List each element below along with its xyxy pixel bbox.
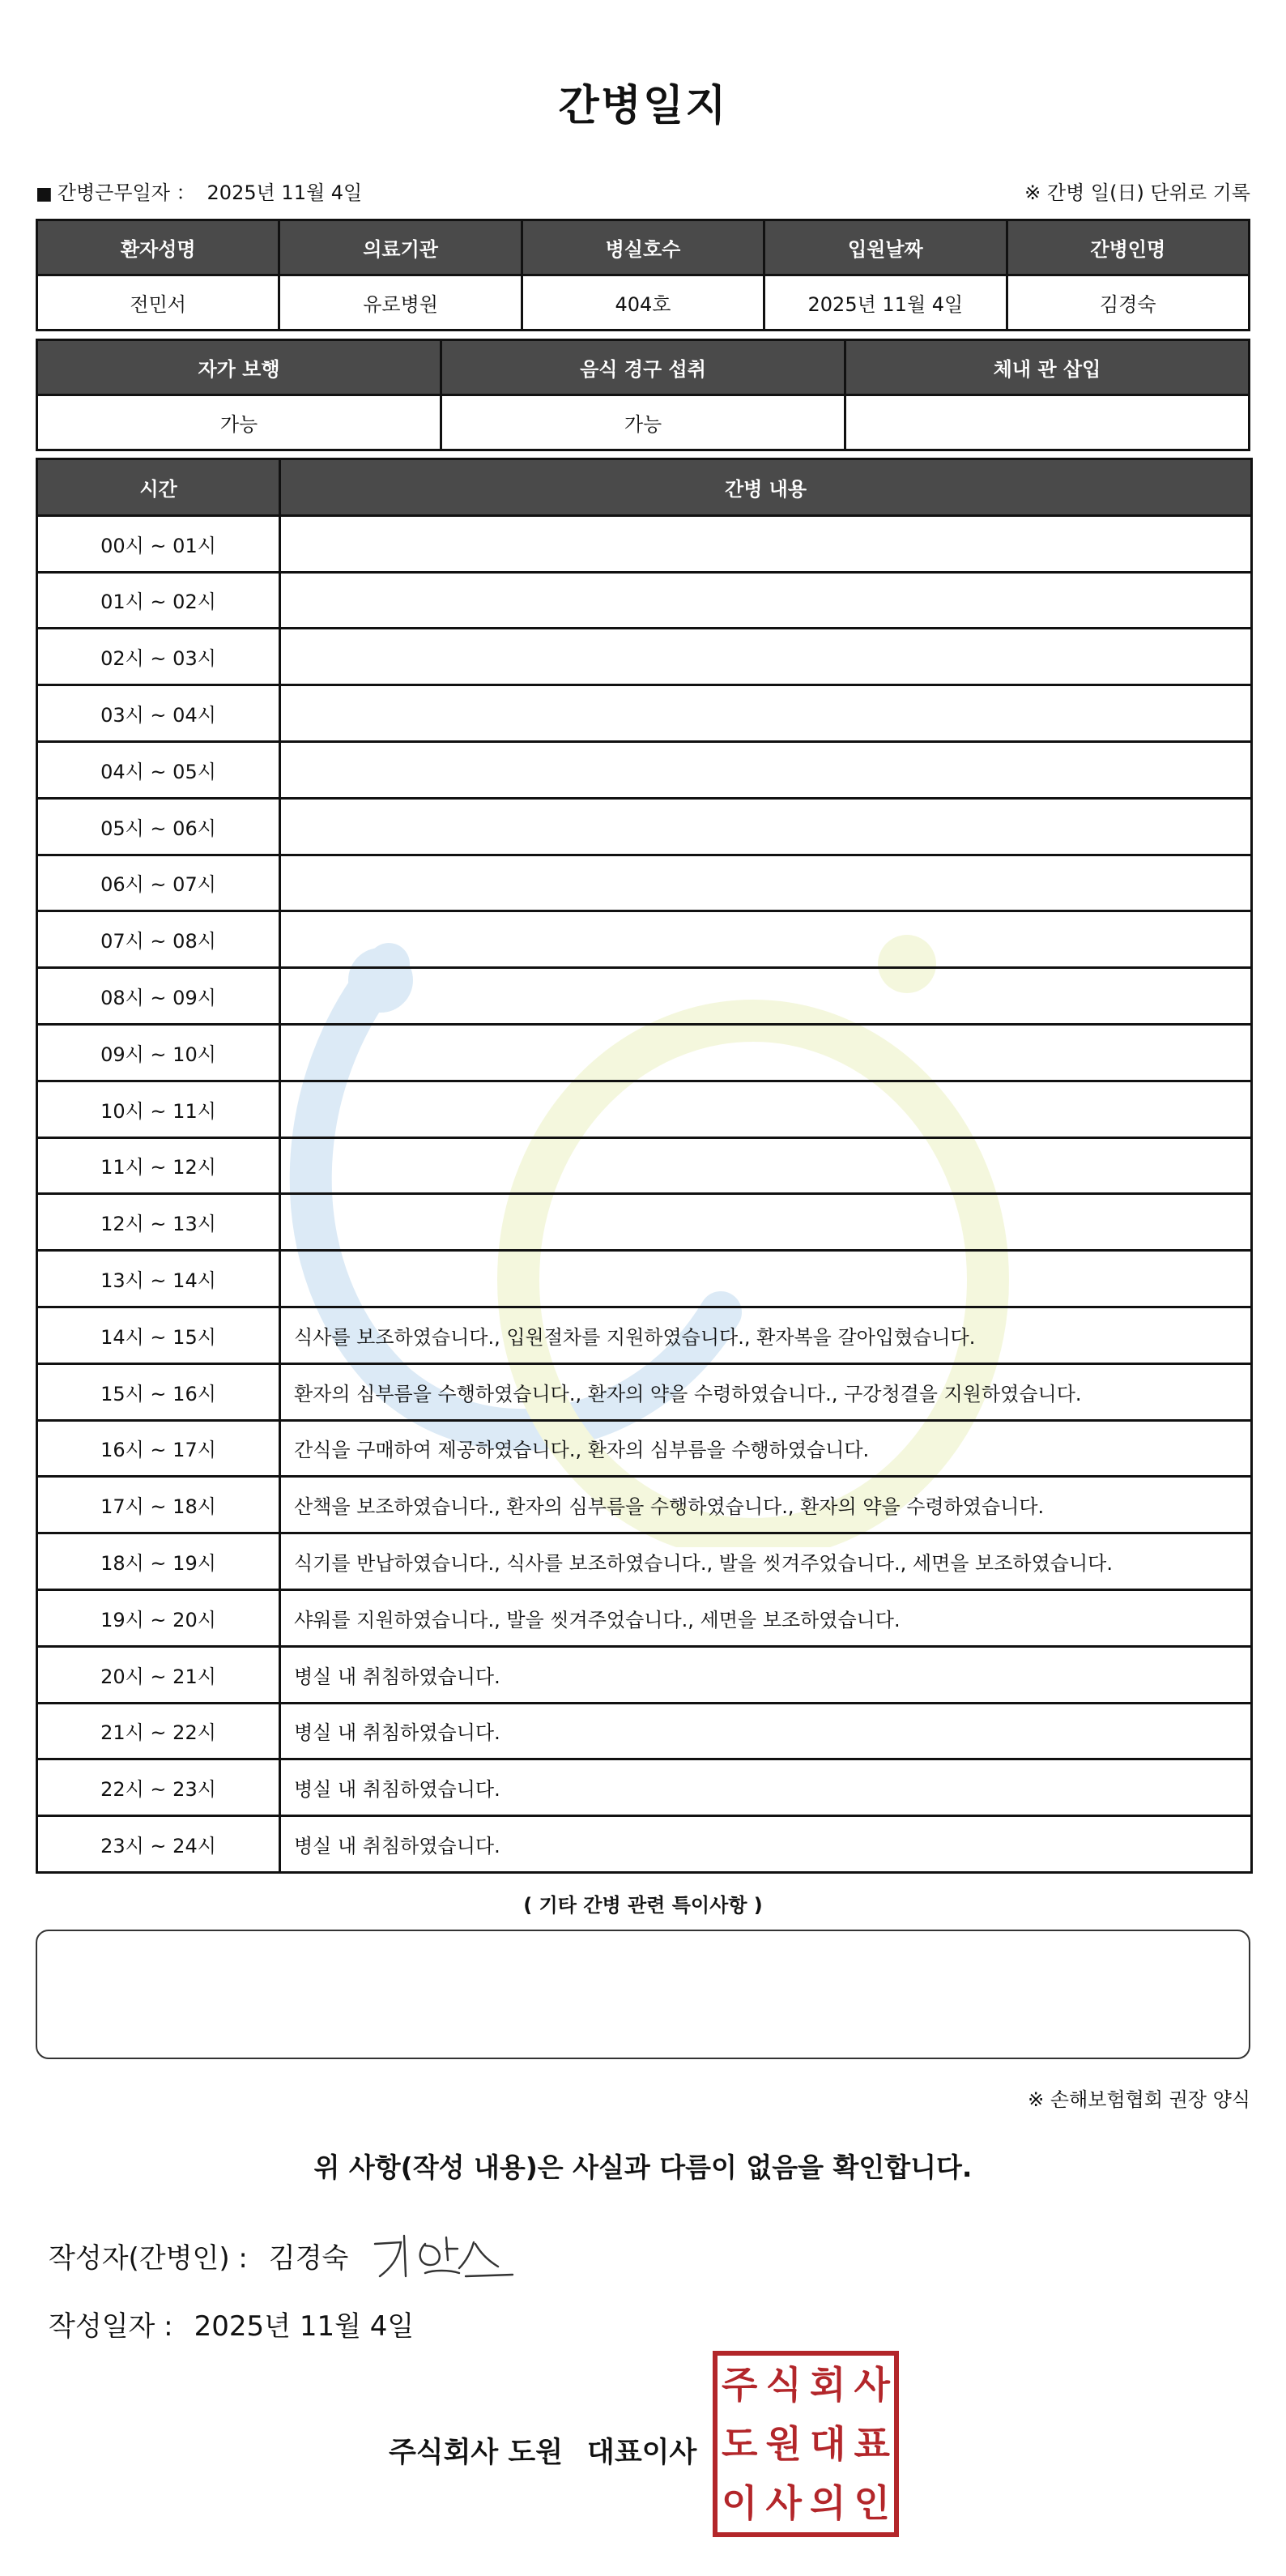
log-row: [37, 685, 1252, 742]
seal-char: 표: [854, 2421, 890, 2466]
log-row: [37, 1646, 1252, 1703]
special-notes-box: [36, 1930, 1250, 2059]
square-bullet-icon: ■: [36, 184, 53, 204]
special-notes-title: ( 기타 간병 관련 특이사항 ): [523, 1894, 763, 1917]
log-content: 간식을 구매하여 제공하였습니다., 환자의 심부름을 수행하였습니다.: [280, 1420, 1252, 1477]
log-row: [37, 798, 1252, 855]
log-time: 20시 ~ 21시: [37, 1646, 280, 1703]
header-tube-insertion: 체내 관 삽입: [845, 340, 1250, 395]
log-time: 00시 ~ 01시: [37, 515, 280, 572]
log-content: 식기를 반납하였습니다., 식사를 보조하였습니다., 발을 씻겨주었습니다., 세면을 보조하였습니다.: [280, 1533, 1252, 1590]
log-content: [280, 629, 1252, 685]
log-row: [37, 855, 1252, 911]
log-row: [37, 1363, 1252, 1420]
log-content: [280, 515, 1252, 572]
header-oral-intake: 음식 경구 섭취: [441, 340, 845, 395]
header-self-walking: 자가 보행: [37, 340, 441, 395]
log-row: [37, 1081, 1252, 1137]
log-time: 09시 ~ 10시: [37, 1024, 280, 1081]
log-time: 05시 ~ 06시: [37, 798, 280, 855]
log-time: 18시 ~ 19시: [37, 1533, 280, 1590]
handwritten-signature: [368, 2220, 530, 2284]
log-row: [37, 515, 1252, 572]
log-content: [280, 685, 1252, 742]
log-row: [37, 1533, 1252, 1590]
log-time: 08시 ~ 09시: [37, 968, 280, 1025]
written-date-line: [49, 2304, 414, 2344]
log-content: 환자의 심부름을 수행하였습니다., 환자의 약을 수령하였습니다., 구강청결을 지원하였습니다.: [280, 1363, 1252, 1420]
log-row: [37, 1477, 1252, 1533]
log-time: 19시 ~ 20시: [37, 1589, 280, 1646]
oral-intake-value: 가능: [441, 395, 845, 450]
company-title: 대표이사: [587, 2437, 697, 2469]
log-time: 21시 ~ 22시: [37, 1703, 280, 1759]
work-date-label: 간병근무일자 ：: [57, 181, 196, 204]
log-time: 16시 ~ 17시: [37, 1420, 280, 1477]
company-seal-stamp: [713, 2351, 899, 2537]
work-date-value: 2025년 11월 4일: [207, 181, 363, 204]
log-content: [280, 968, 1252, 1025]
admission-date: 2025년 11월 4일: [764, 275, 1007, 331]
seal-char: 원: [765, 2421, 802, 2466]
header-patient-name: 환자성명: [37, 220, 279, 275]
seal-char: 회: [810, 2363, 846, 2408]
log-content: [280, 911, 1252, 968]
log-time: 17시 ~ 18시: [37, 1477, 280, 1533]
log-row: [37, 1589, 1252, 1646]
patient-status-table: [36, 339, 1250, 451]
log-time: 15시 ~ 16시: [37, 1363, 280, 1420]
seal-char: 의: [810, 2480, 846, 2525]
log-row: [37, 1759, 1252, 1816]
log-content: [280, 1081, 1252, 1137]
company-signature-line: [389, 2430, 696, 2471]
log-time: 10시 ~ 11시: [37, 1081, 280, 1137]
log-content: [280, 855, 1252, 911]
log-content: 병실 내 취침하였습니다.: [280, 1759, 1252, 1816]
seal-char: 식: [765, 2363, 802, 2408]
log-content: [280, 741, 1252, 798]
room-number: 404호: [522, 275, 764, 331]
seal-char: 대: [810, 2421, 846, 2466]
seal-char: 도: [722, 2421, 758, 2466]
seal-char: 인: [854, 2480, 890, 2525]
recommendation-note: ※ 손해보험협회 권장 양식: [1028, 2088, 1250, 2111]
log-time: 02시 ~ 03시: [37, 629, 280, 685]
confirmation-statement: 위 사항(작성 내용)은 사실과 다름이 없음을 확인합니다.: [313, 2152, 973, 2183]
page-title: 간병일지: [558, 82, 728, 130]
log-time: 13시 ~ 14시: [37, 1251, 280, 1307]
log-content: [280, 1137, 1252, 1194]
log-content: 병실 내 취침하였습니다.: [280, 1703, 1252, 1759]
seal-char: 주: [722, 2363, 758, 2408]
company-name: 주식회사 도원: [389, 2437, 564, 2469]
log-content: [280, 798, 1252, 855]
log-row: [37, 741, 1252, 798]
log-content: [280, 572, 1252, 629]
log-row: [37, 1420, 1252, 1477]
header-hospital: 의료기관: [279, 220, 522, 275]
log-row: [37, 911, 1252, 968]
written-date-label: 작성일자 :: [49, 2310, 173, 2343]
log-time: 22시 ~ 23시: [37, 1759, 280, 1816]
log-row: [37, 1703, 1252, 1759]
caregiver-name: 김경숙: [1007, 275, 1249, 331]
header-room: 병실호수: [522, 220, 764, 275]
writer-line: [49, 2236, 348, 2275]
log-content: 샤워를 지원하였습니다., 발을 씻겨주었습니다., 세면을 보조하였습니다.: [280, 1589, 1252, 1646]
work-date: [36, 177, 362, 205]
seal-char: 사: [854, 2363, 890, 2408]
writer-label: 작성자(간병인) :: [49, 2242, 248, 2275]
header-time: 시간: [37, 459, 280, 516]
seal-char: 사: [765, 2480, 802, 2525]
log-time: 11시 ~ 12시: [37, 1137, 280, 1194]
log-content: [280, 1194, 1252, 1251]
log-time: 03시 ~ 04시: [37, 685, 280, 742]
log-time: 07시 ~ 08시: [37, 911, 280, 968]
log-row: [37, 1251, 1252, 1307]
tube-insertion-value: [845, 395, 1250, 450]
log-row: [37, 1024, 1252, 1081]
log-row: [37, 1816, 1252, 1873]
header-admission-date: 입원날짜: [764, 220, 1007, 275]
log-content: 병실 내 취침하였습니다.: [280, 1646, 1252, 1703]
unit-note: ※ 간병 일(日) 단위로 기록: [1024, 181, 1250, 204]
header-caregiver-name: 간병인명: [1007, 220, 1249, 275]
log-content: 식사를 보조하였습니다., 입원절차를 지원하였습니다., 환자복을 갈아입혔습니다.: [280, 1307, 1252, 1363]
written-date-value: 2025년 11월 4일: [194, 2310, 415, 2343]
log-time: 04시 ~ 05시: [37, 741, 280, 798]
log-row: [37, 968, 1252, 1025]
log-time: 14시 ~ 15시: [37, 1307, 280, 1363]
patient-info-table: [36, 219, 1250, 331]
log-time: 06시 ~ 07시: [37, 855, 280, 911]
log-row: [37, 572, 1252, 629]
log-time: 01시 ~ 02시: [37, 572, 280, 629]
patient-name: 전민서: [37, 275, 279, 331]
log-time: 23시 ~ 24시: [37, 1816, 280, 1873]
writer-name: 김경숙: [268, 2242, 349, 2275]
log-time: 12시 ~ 13시: [37, 1194, 280, 1251]
log-row: [37, 1194, 1252, 1251]
log-content: [280, 1251, 1252, 1307]
header-care-content: 간병 내용: [280, 459, 1252, 516]
self-walking-value: 가능: [37, 395, 441, 450]
care-log-table: [36, 458, 1253, 1874]
log-content: 병실 내 취침하였습니다.: [280, 1816, 1252, 1873]
log-content: [280, 1024, 1252, 1081]
log-row: [37, 1307, 1252, 1363]
log-row: [37, 1137, 1252, 1194]
hospital-name: 유로병원: [279, 275, 522, 331]
log-row: [37, 629, 1252, 685]
log-content: 산책을 보조하였습니다., 환자의 심부름을 수행하였습니다., 환자의 약을 수령하였습니다.: [280, 1477, 1252, 1533]
seal-char: 이: [722, 2480, 758, 2525]
